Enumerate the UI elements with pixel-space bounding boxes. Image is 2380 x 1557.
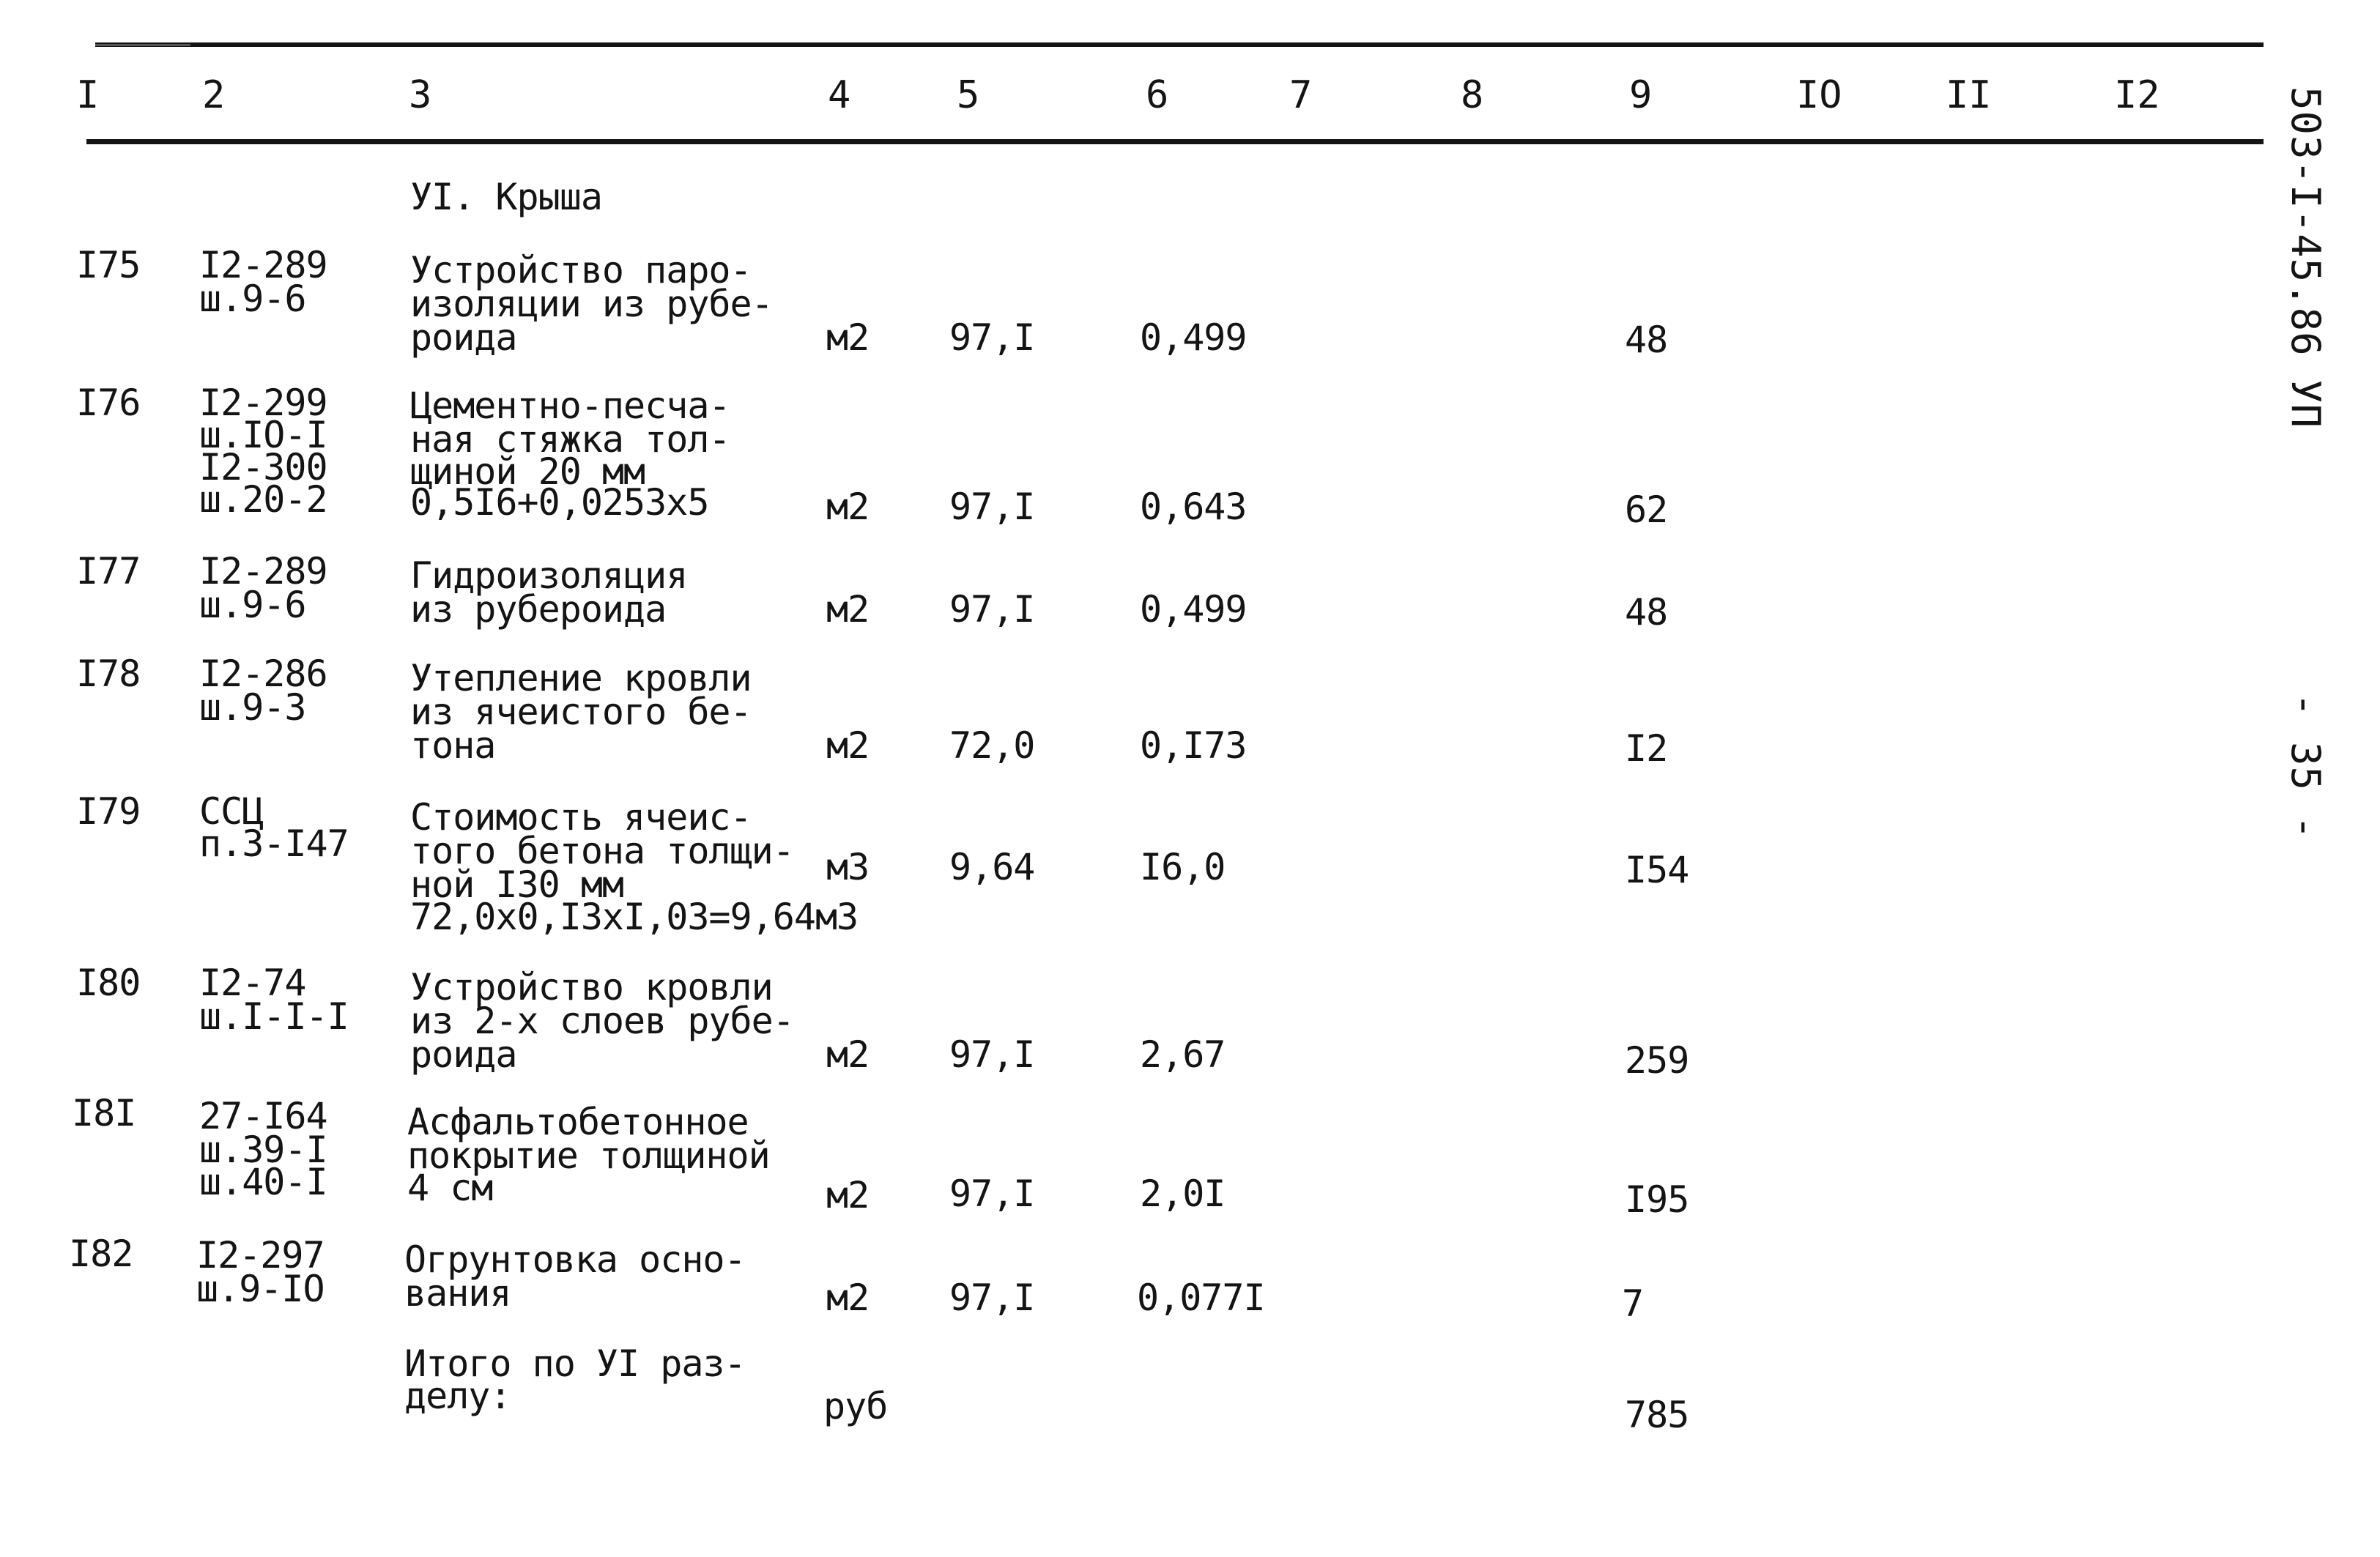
row-total: I54 — [1625, 849, 1689, 891]
section-total-value: 785 — [1625, 1394, 1689, 1436]
row-code-line: I2-300 — [199, 446, 327, 488]
row-total: 48 — [1625, 319, 1668, 361]
column-header-1: I — [76, 73, 100, 117]
column-header-9: 9 — [1629, 73, 1653, 117]
row-unit-price: 2,67 — [1140, 1033, 1226, 1076]
row-description-line: 4 см — [407, 1167, 493, 1209]
row-number: I8I — [72, 1092, 136, 1134]
row-quantity: 97,I — [949, 1277, 1035, 1319]
row-total: I95 — [1625, 1178, 1689, 1221]
row-quantity: 97,I — [949, 1173, 1035, 1215]
row-code-line: ш.I-I-I — [199, 995, 349, 1038]
top-rule-fragment — [95, 44, 190, 46]
section-title: УI. Крыша — [410, 176, 602, 218]
row-code-line: ш.9-6 — [199, 278, 306, 320]
column-header-6: 6 — [1146, 73, 1169, 117]
column-header-7: 7 — [1289, 73, 1313, 117]
page-number: - 35 - — [2283, 693, 2329, 841]
row-code-line: ш.9-3 — [199, 686, 306, 729]
row-number: I75 — [76, 244, 141, 286]
row-code-line: п.3-I47 — [199, 822, 349, 865]
column-header-10: IO — [1796, 73, 1842, 117]
row-description-line: тона — [410, 724, 496, 767]
row-description-line: ной I30 мм — [410, 863, 624, 906]
row-description-line: Гидроизоляция — [410, 554, 688, 597]
row-unit: м2 — [826, 724, 870, 767]
row-code-line: ш.IO-I — [199, 414, 327, 456]
row-description-line: 72,0х0,I3хI,03=9,64м3 — [410, 896, 859, 938]
row-description-line: Устройство паро- — [410, 249, 752, 291]
document-code: 503-I-45.86 — [2283, 86, 2329, 357]
row-quantity: 97,I — [949, 588, 1035, 631]
row-description-line: из рубероида — [410, 588, 667, 631]
row-code-line: I2-289 — [199, 550, 327, 592]
row-number: I80 — [76, 962, 141, 1004]
row-unit: м2 — [826, 1033, 870, 1076]
row-unit-price: 0,499 — [1140, 316, 1247, 359]
row-total: 62 — [1625, 488, 1668, 531]
column-header-3: 3 — [409, 73, 432, 117]
row-description-line: покрытие толщиной — [407, 1134, 770, 1177]
row-total: 259 — [1625, 1039, 1689, 1082]
row-number: I82 — [69, 1233, 133, 1275]
row-code-line: I2-299 — [199, 382, 327, 424]
row-number: I76 — [76, 382, 141, 424]
row-unit-price: 0,077I — [1137, 1277, 1265, 1319]
row-description-line: Стоимость ячеис- — [410, 796, 752, 839]
row-code-line: I2-289 — [199, 244, 327, 286]
row-total: 7 — [1622, 1282, 1644, 1325]
row-quantity: 97,I — [949, 316, 1035, 359]
row-number: I77 — [76, 550, 141, 592]
row-code-line: ш.9-6 — [199, 584, 306, 626]
row-total: I2 — [1625, 727, 1668, 770]
top-rule — [95, 42, 2264, 47]
row-description-line: Утепление кровли — [410, 657, 752, 699]
row-code-line: 27-I64 — [199, 1095, 327, 1137]
row-description-line: роида — [410, 1033, 517, 1076]
column-header-4: 4 — [828, 73, 851, 117]
section-total-label-line: делу: — [404, 1375, 511, 1417]
row-code-line: ш.40-I — [199, 1161, 327, 1203]
row-code-line: I2-286 — [199, 653, 327, 695]
section-total-unit: руб — [823, 1385, 888, 1427]
album-number: УП — [2283, 379, 2329, 429]
row-unit: м2 — [826, 486, 870, 528]
row-description-line: щиной 20 мм — [410, 450, 645, 493]
column-header-8: 8 — [1461, 73, 1484, 117]
column-header-11: II — [1946, 73, 1992, 117]
column-header-2: 2 — [202, 73, 226, 117]
row-unit: м2 — [826, 316, 870, 359]
row-unit-price: 0,499 — [1140, 588, 1247, 631]
column-header-12: I2 — [2114, 73, 2160, 117]
row-unit-price: 2,0I — [1140, 1173, 1226, 1215]
row-code-line: I2-297 — [196, 1234, 325, 1277]
row-code-line: ш.39-I — [199, 1129, 327, 1171]
row-code-line: ССЦ — [199, 790, 264, 833]
row-unit: м2 — [826, 588, 870, 631]
row-code-line: I2-74 — [199, 962, 306, 1004]
row-quantity: 72,0 — [949, 724, 1035, 767]
row-code-line: ш.20-2 — [199, 478, 327, 521]
column-header-5: 5 — [957, 73, 980, 117]
row-description-line: ная стяжка тол- — [410, 418, 730, 461]
header-rule — [86, 139, 2264, 144]
row-unit: м2 — [826, 1174, 870, 1216]
row-unit-price: 0,I73 — [1140, 724, 1247, 767]
row-description-line: роида — [410, 316, 517, 359]
row-quantity: 97,I — [949, 1033, 1035, 1076]
row-unit: м2 — [826, 1277, 870, 1319]
row-unit: м3 — [826, 846, 870, 888]
row-description-line: из 2-х слоев рубе- — [410, 1000, 794, 1042]
row-number: I78 — [76, 653, 141, 695]
row-number: I79 — [76, 790, 141, 833]
row-description-line: Устройство кровли — [410, 966, 773, 1008]
row-description-line: Цементно-песча- — [410, 384, 730, 427]
row-quantity: 97,I — [949, 486, 1035, 528]
row-unit-price: I6,0 — [1140, 846, 1226, 888]
row-total: 48 — [1625, 591, 1668, 633]
row-description-line: того бетона толщи- — [410, 830, 794, 872]
row-quantity: 9,64 — [949, 846, 1035, 888]
section-total-label-line: Итого по УI раз- — [404, 1342, 746, 1385]
row-description-line: Асфальтобетонное — [407, 1101, 749, 1143]
row-description-line: вания — [404, 1272, 511, 1315]
row-description-line: изоляции из рубе- — [410, 283, 773, 325]
row-description-line: Огрунтовка осно- — [404, 1238, 746, 1281]
row-description-line: 0,5I6+0,0253х5 — [410, 481, 709, 524]
row-description-line: из ячеистого бе- — [410, 691, 752, 733]
row-unit-price: 0,643 — [1140, 486, 1247, 528]
row-code-line: ш.9-IO — [196, 1268, 325, 1310]
